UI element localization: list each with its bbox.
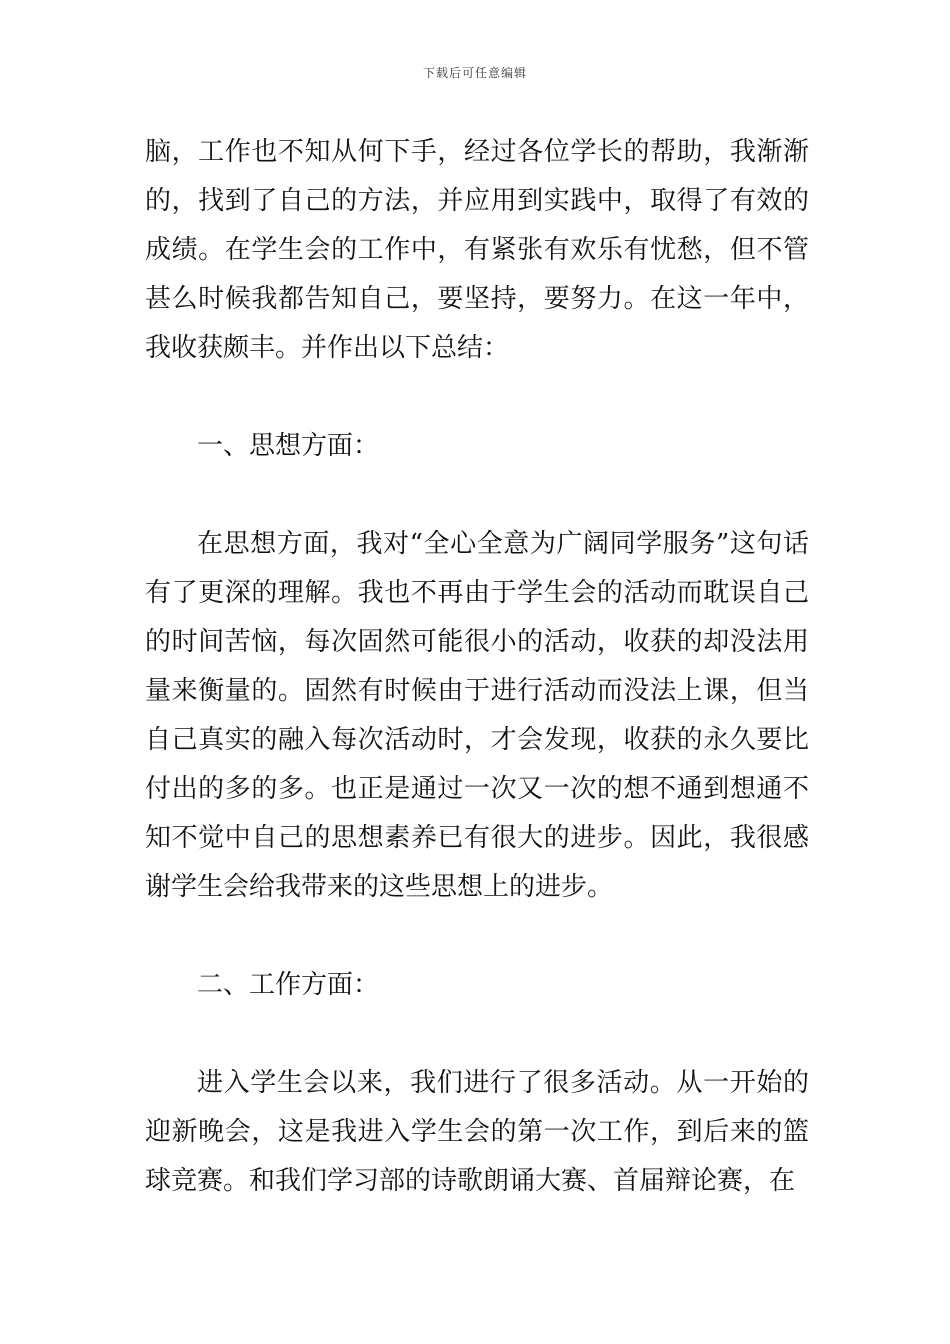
paragraph-spacer	[145, 373, 809, 422]
section-heading-work: 二、工作方面：	[197, 970, 380, 1000]
document-body	[145, 128, 809, 1206]
paragraph-spacer	[145, 1010, 809, 1059]
paragraph-work: 进入学生会以来，我们进行了很多活动。从一开始的迎新晚会，这是我进入学生会的第一次工作，到后来的篮球竞赛。和我们学习部的诗歌朗诵大赛、首届辩论赛，在	[145, 1068, 809, 1196]
paragraph-thought: 在思想方面，我对“全心全意为广阔同学服务”这句话有了更深的理解。我也不再由于学生会的活动而耽误自己的时间苦恼，每次固然可能很小的活动，收获的却没法用量来衡量的。固然有时候由于进行活动而没法上课，但当自己真实的融入每次活动时，才会发现，收获的永久要比付出的多的多。也正是通过一次又一次的想不通到想通不知不觉中自己的思想素养已有很大的进步。因此，我很感谢学生会给我带来的这些思想上的进步。	[145, 529, 809, 902]
page-header-note: 下载后可任意编辑	[422, 66, 527, 80]
paragraph-spacer	[145, 912, 809, 961]
paragraph-intro: 脑，工作也不知从何下手，经过各位学长的帮助，我渐渐的，找到了自己的方法，并应用到实践中，取得了有效的成绩。在学生会的工作中，有紧张有欢乐有忧愁，但不管甚么时候我都告知自己，要坚持，要努力。在这一年中，我收获颇丰。并作出以下总结：	[145, 137, 809, 363]
section-heading-thought: 一、思想方面：	[197, 431, 380, 461]
paragraph-spacer	[145, 471, 809, 520]
